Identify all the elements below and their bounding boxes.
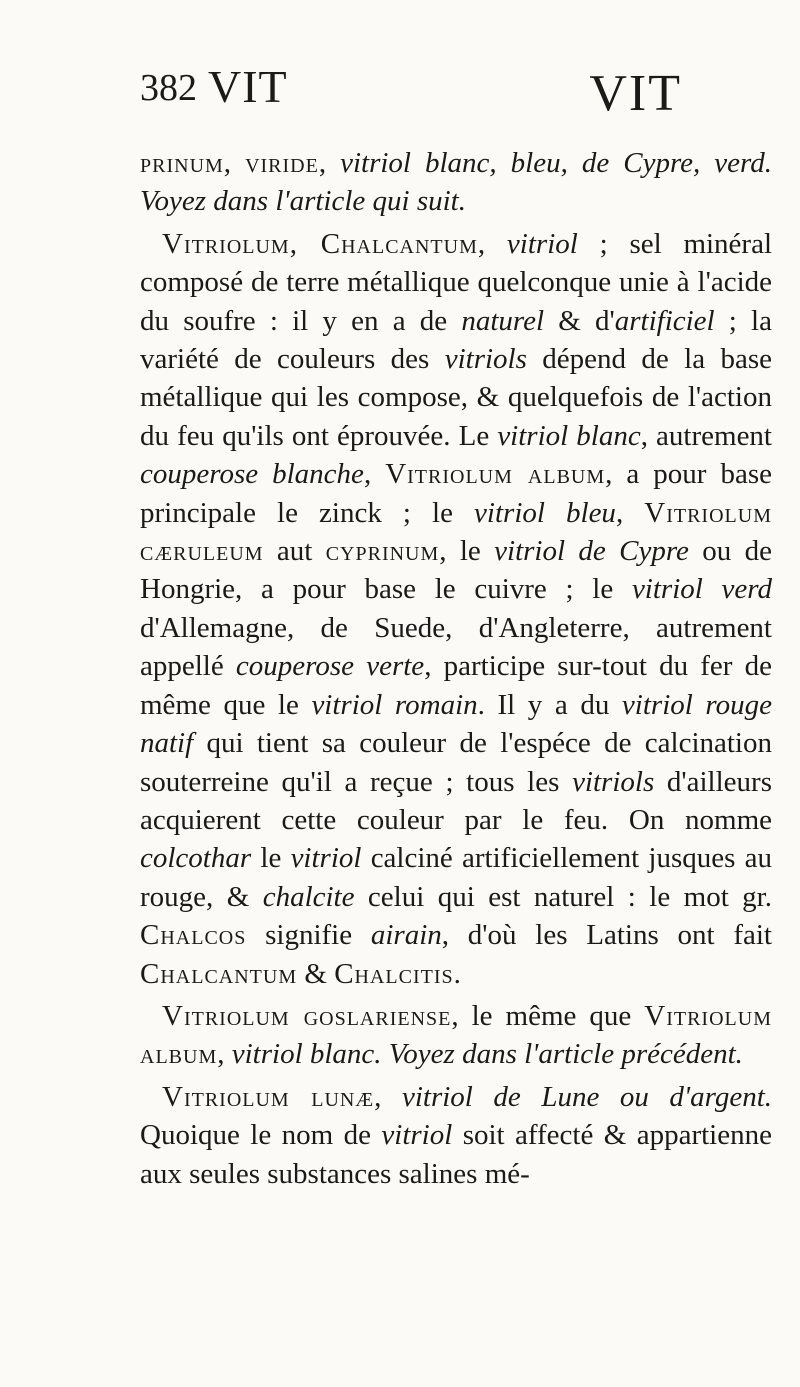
entry-text-segment: , participe sur-tout du fer de même que le [140,650,772,721]
entry-text-segment: cyprinum [325,535,440,568]
entry-text-segment: airain [370,919,442,952]
entry-text-segment: , d'où les Latins ont fait [441,919,772,952]
entry-text-segment: vitriol [381,1119,453,1152]
dictionary-body [140,144,772,1193]
entry-text-segment: , [223,147,246,179]
entry-text-segment: celui qui est naturel : le mot gr. [354,880,772,913]
entry-text-segment: dépend de la base métallique qui les compose, & quelquefois de l'action du feu qu'ils ont éprouvée. Le [140,343,772,452]
entry-text-segment: vitriol [506,227,578,260]
entry-text-segment: Vitriolum album [140,999,772,1071]
entry-text-segment: chalcite [262,880,355,913]
entry-text-segment: qui tient sa couleur de l'espéce de calcination souterreine qu'il a reçue ; tous les [140,727,772,798]
entry-text-segment: couperose blanche [140,458,364,491]
entry-prinum-continuation [140,144,772,221]
entry-text-segment: ; la variété de couleurs des [140,304,772,376]
entry-text-segment: vitriol verd [631,573,772,606]
entry-text-segment: & [297,957,335,990]
entry-text-segment: vitriol bleu [474,496,616,529]
entry-text-segment: , [477,227,507,260]
right-running-heading: VIT [589,65,682,122]
entry-text-segment: vitriol rouge natif [140,688,772,760]
entry-text-segment: naturel [461,304,545,337]
entry-text-segment: Vitriolum lunæ [162,1080,375,1113]
entry-text-segment: , [318,147,341,179]
entry-text-segment: vitriol de Cypre [494,535,689,568]
entry-text-segment: . Il y a du [477,688,622,721]
entry-text-segment: soit affecté & appartienne aux seules substances salines mé- [140,1119,772,1190]
entry-text-segment: vitriol blanc, bleu, de Cypre, verd. Voyez dans l'article qui suit. [140,147,773,218]
entry-text-segment: , [615,496,645,529]
entry-text-segment: , le même que [451,999,645,1032]
entry-text-segment: le [251,842,291,875]
entry-text-segment: aut [263,535,326,568]
entry-text-segment: Chalcantum [140,957,298,990]
entry-text-segment: , le [439,535,495,568]
entry-text-segment: vitriol blanc [497,419,641,452]
entry-text-segment: , [363,458,386,491]
entry-text-segment: ou de Hongrie, a pour base le cuivre ; le [140,535,772,606]
entry-text-segment: , [374,1080,402,1113]
entry-text-segment: & d' [544,304,615,337]
entry-text-segment: vitriol de Lune ou d'argent. [401,1080,773,1113]
entry-text-segment: Vitriolum cæruleum [140,496,772,568]
entry-text-segment: Chalcitis [334,957,454,990]
entry-text-segment: , [217,1038,232,1071]
entry-text-segment: , autrement [640,419,772,452]
entry-text-segment: Vitriolum album [385,458,606,491]
entry-vitriolum-goslariense [140,997,772,1074]
entry-text-segment: prinum [140,147,224,179]
entry-text-segment: viride [245,147,319,179]
entry-text-segment: couperose verte [235,650,425,683]
entry-text-segment: calciné artificiellement jusques au rouge, & [140,842,772,913]
entry-text-segment: ; sel minéral composé de terre métallique quelconque unie à l'acide du soufre : il y en a de [140,227,773,337]
left-running-heading: VIT [208,61,288,112]
running-head [140,60,772,120]
entry-text-segment: vitriol [290,842,362,875]
entry-text-segment: vitriols [572,765,655,798]
entry-text-segment: Quoique le nom de [140,1119,382,1152]
entry-text-segment: colcothar [140,842,252,875]
entry-text-segment: Vitriolum goslariense [162,999,452,1032]
entry-text-segment: , a pour base principale le zinck ; le [140,458,773,529]
entry-text-segment: Vitriolum, Chalcantum [162,227,478,260]
entry-text-segment: vitriols [444,343,527,376]
entry-text-segment: vitriol romain [311,688,478,721]
entry-text-segment: signifie [246,919,371,952]
entry-text-segment: d'ailleurs acquierent cette couleur par le feu. On nomme [140,765,772,836]
page-number: 382 [140,67,197,109]
entry-text-segment: artificiel [614,304,715,337]
entry-text-segment: Chalcos [140,919,247,952]
entry-text-segment: d'Allemagne, de Suede, d'Angleterre, autrement appellé [140,611,772,683]
entry-text-segment: vitriol blanc. Voyez dans l'article précédent. [231,1038,743,1071]
entry-vitriolum [140,225,772,993]
entry-text-segment: . [453,957,461,990]
entry-vitriolum-lunae [140,1078,772,1193]
